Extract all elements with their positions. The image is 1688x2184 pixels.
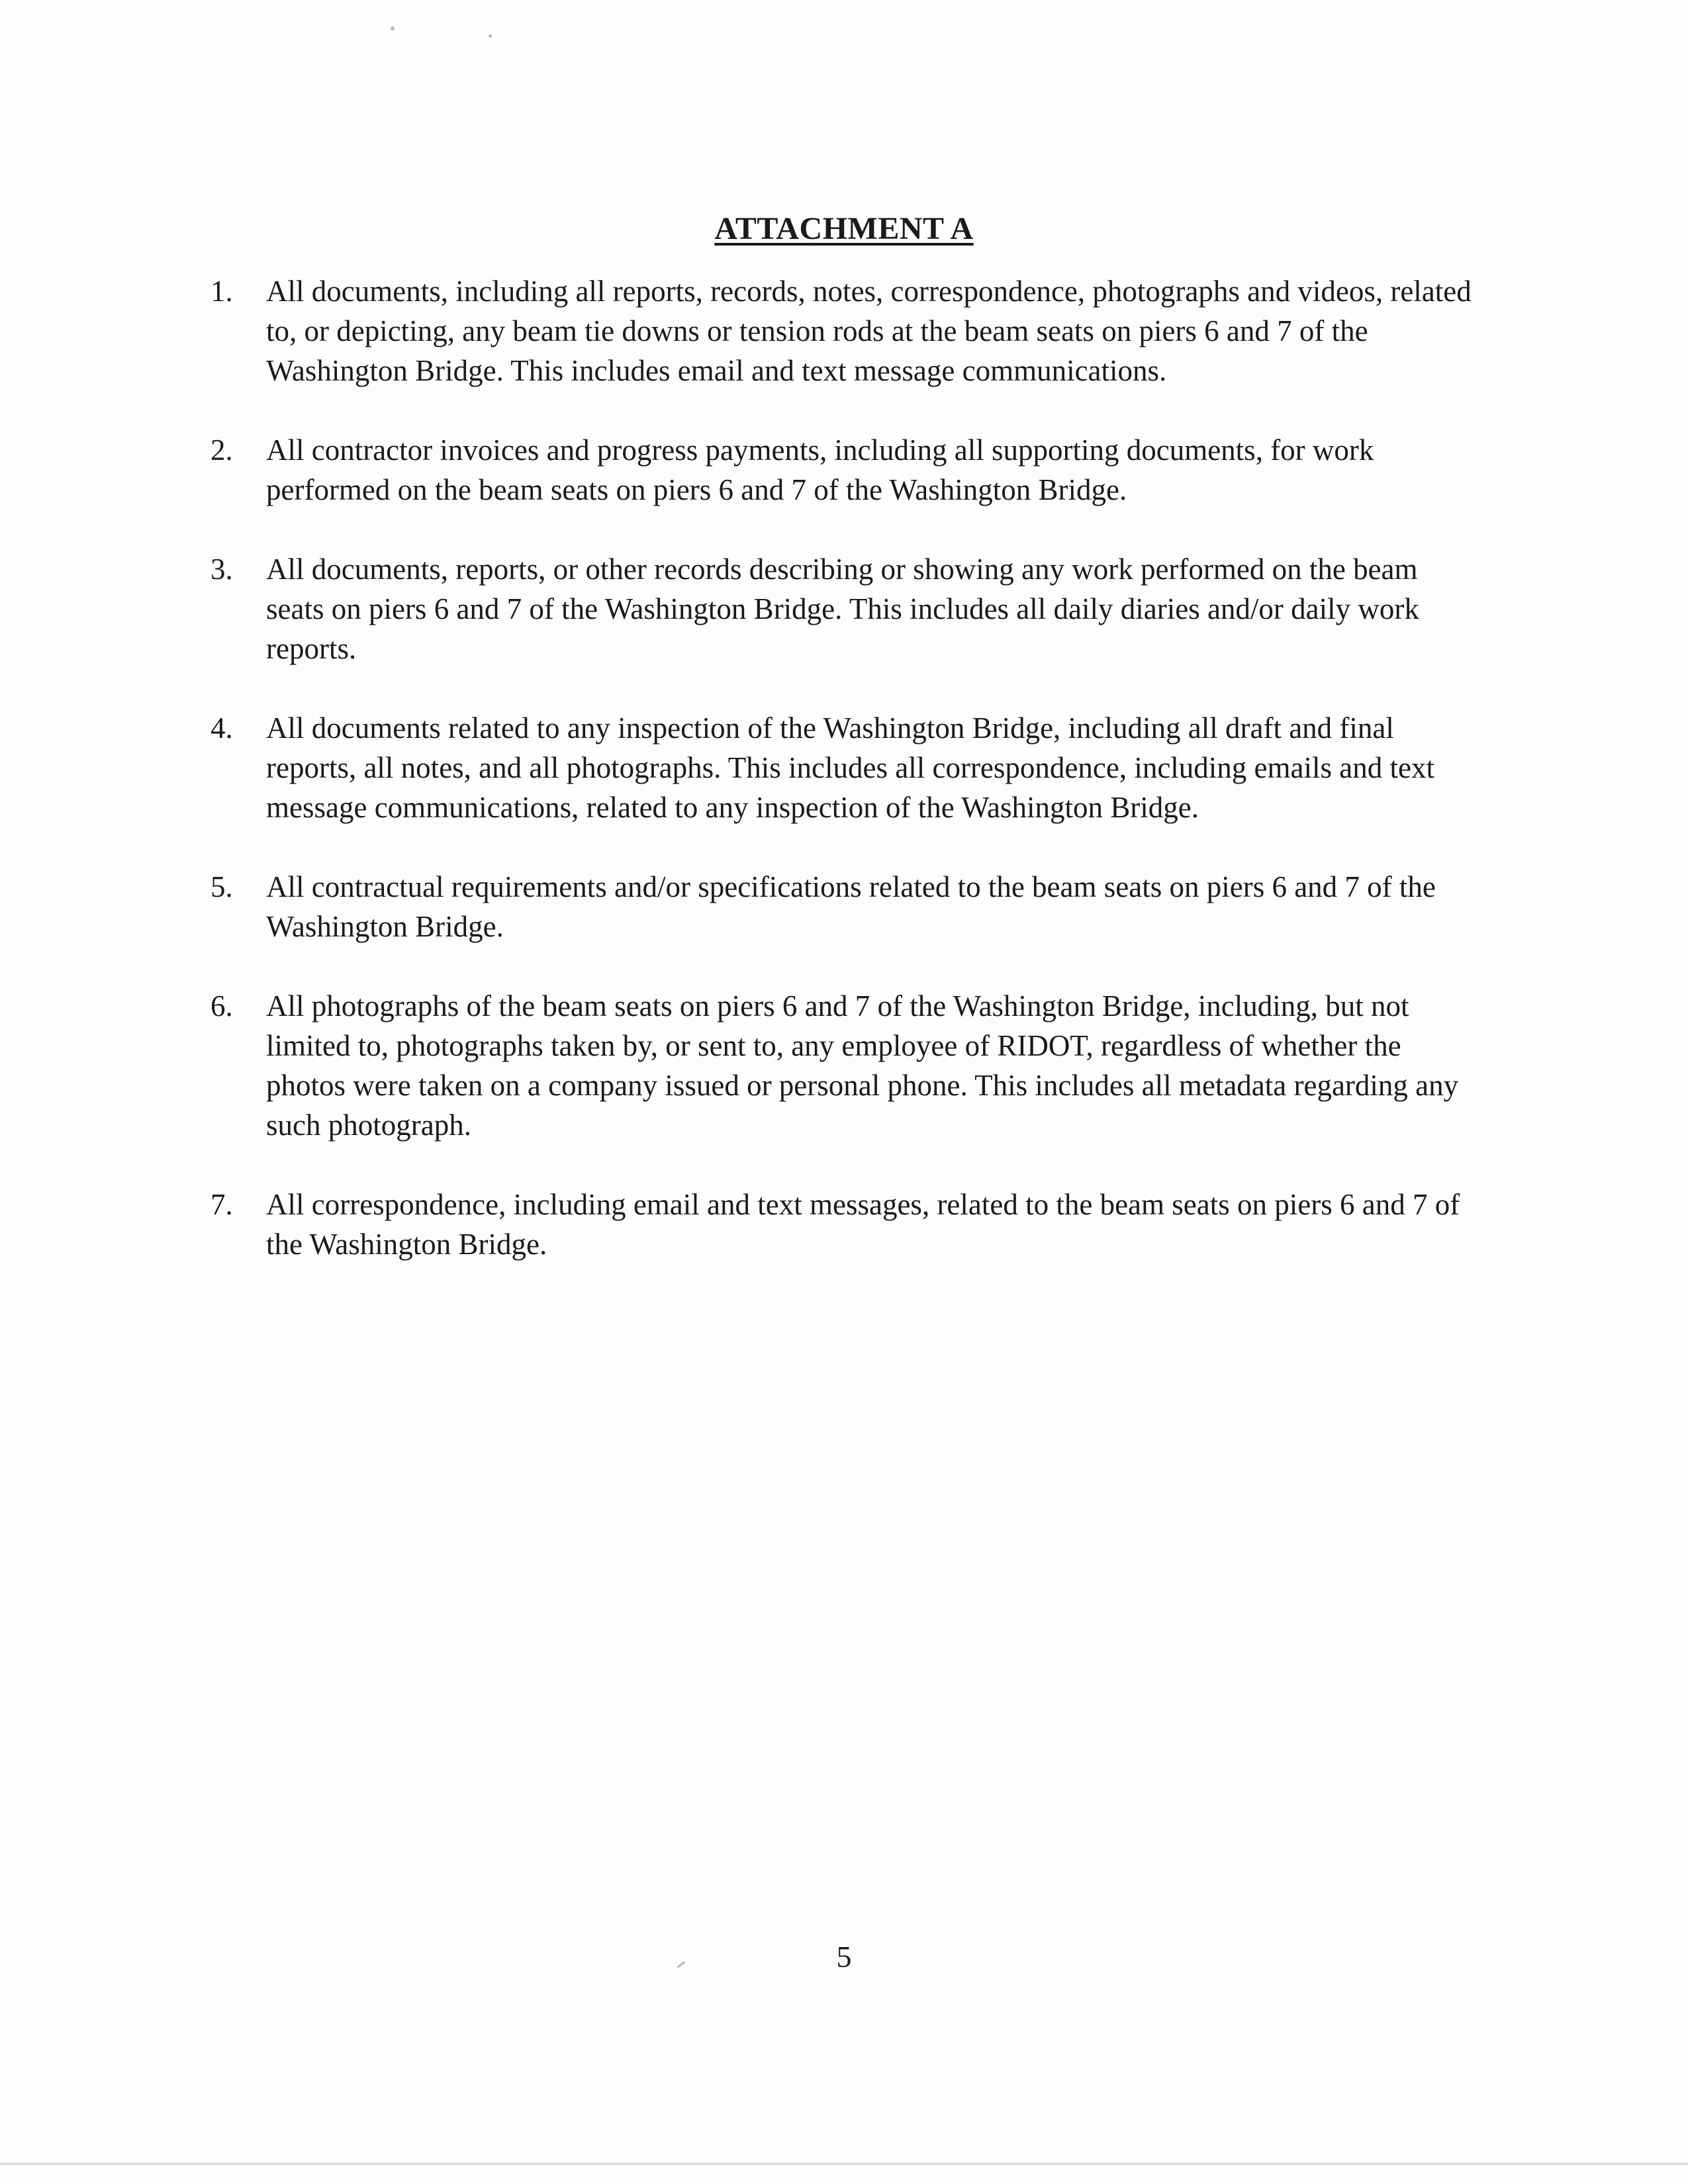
item-number: 4. <box>211 711 233 745</box>
item-number: 5. <box>211 870 233 903</box>
list-item <box>205 708 1483 827</box>
item-text: All photographs of the beam seats on piers 6 and 7 of the Washington Bridge, including, but not limited to, photographs taken by, or sent to, any employee of RIDOT, regardless of whether the photos were taken on a company issued or personal phone. This includes all metadata regarding any such photograph. <box>266 989 1459 1142</box>
item-text: All documents related to any inspection of the Washington Bridge, including all draft and final reports, all notes, and all photographs. This includes all correspondence, including emails and text message communications, related to any inspection of the Washington Bridge. <box>266 711 1434 824</box>
list-item <box>205 549 1483 668</box>
scan-speck <box>391 26 395 30</box>
scan-speck <box>489 34 492 38</box>
request-list <box>205 271 1483 1304</box>
list-item <box>205 271 1483 390</box>
page-number: 5 <box>836 1940 852 1974</box>
item-number: 7. <box>211 1188 233 1221</box>
item-text: All documents, including all reports, records, notes, correspondence, photographs and videos, related to, or depicting, any beam tie downs or tension rods at the beam seats on piers 6 and 7 of the Washington Bridge. This includes email and text message communications. <box>266 275 1472 387</box>
item-number: 3. <box>211 553 233 586</box>
item-number: 2. <box>211 433 233 467</box>
document-title: ATTACHMENT A <box>714 211 974 246</box>
item-text: All correspondence, including email and text messages, related to the beam seats on piers 6 and 7 of the Washington Bridge. <box>266 1188 1460 1261</box>
list-item <box>205 1185 1483 1264</box>
list-item <box>205 430 1483 510</box>
item-number: 1. <box>211 275 233 308</box>
item-text: All documents, reports, or other records describing or showing any work performed on the beam seats on piers 6 and 7 of the Washington Bridge. This includes all daily diaries and/or daily work reports. <box>266 553 1419 665</box>
item-number: 6. <box>211 989 233 1023</box>
list-item <box>205 986 1483 1145</box>
list-item <box>205 867 1483 946</box>
scan-edge-line <box>0 2163 1688 2165</box>
item-text: All contractor invoices and progress payments, including all supporting documents, for work performed on the beam seats on piers 6 and 7 of the Washington Bridge. <box>266 433 1374 506</box>
item-text: All contractual requirements and/or specifications related to the beam seats on piers 6 and 7 of the Washington Bridge. <box>266 870 1436 943</box>
